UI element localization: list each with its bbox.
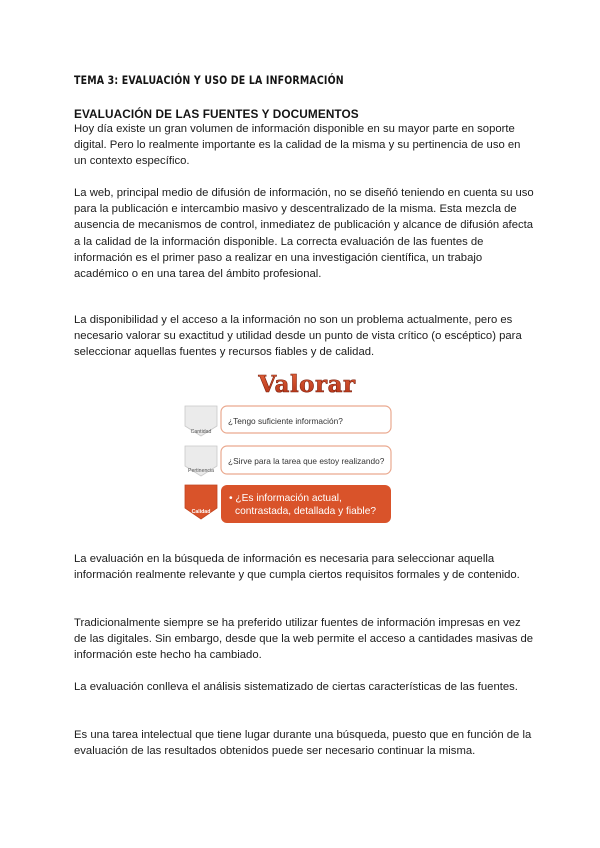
paragraph-2: La web, principal medio de difusión de información, no se diseñó teniendo en cuenta su uso para la publicación e intercambio masivo y descentralizado de la misma. Esta mezcla de ausencia de mecanismos de control, inmediatez de publicación y alcance de difusión afecta a la calidad de la información disponible. La correcta evaluación de las fuentes de información es el primer paso a realizar en una investigación científica, un trabajo académico o en una tarea del ámbito profesional. bbox=[74, 187, 534, 281]
step-3-question-line-1: • ¿Es información actual, bbox=[229, 493, 342, 504]
step-3-question-line-2: contrastada, detallada y fiable? bbox=[235, 506, 377, 517]
step-2-question: ¿Sirve para la tarea que estoy realizando? bbox=[228, 456, 385, 466]
step-1-label: Cantidad bbox=[190, 429, 212, 435]
valorar-diagram-graphic bbox=[183, 370, 413, 530]
step-2-label: Pertinencia bbox=[188, 468, 214, 474]
paragraph-6: La evaluación conlleva el análisis sistematizado de ciertas características de las fuentes. bbox=[74, 681, 518, 693]
paragraph-3: La disponibilidad y el acceso a la información no son un problema actualmente, pero es necesario valorar su exactitud y utilidad desde un punto de vista crítico (o escéptico) para seleccionar aquellas fuentes y recursos fiables y de calidad. bbox=[74, 314, 522, 359]
page-title: TEMA 3: EVALUACIÓN Y USO DE LA INFORMACIÓN bbox=[74, 73, 344, 87]
paragraph-7: Es una tarea intelectual que tiene lugar durante una búsqueda, puesto que en función de la evaluación de las resultados obtenidos puede ser necesario continuar la misma. bbox=[74, 729, 532, 758]
step-3-label: Calidad bbox=[191, 509, 211, 515]
section-heading: EVALUACIÓN DE LAS FUENTES Y DOCUMENTOS bbox=[74, 107, 359, 121]
step-1-question: ¿Tengo suficiente información? bbox=[228, 416, 343, 426]
diagram-heading: Valorar bbox=[258, 371, 356, 398]
paragraph-4: La evaluación en la búsqueda de información es necesaria para seleccionar aquella información realmente relevante y que cumpla ciertos requisitos formales y de contenido. bbox=[74, 553, 520, 582]
paragraph-1: Hoy día existe un gran volumen de información disponible en su mayor parte en soporte digital. Pero lo realmente importante es la calidad de la misma y su pertinencia de uso en un contexto específico. bbox=[74, 123, 521, 168]
step-3-box bbox=[221, 485, 391, 523]
valorar-diagram bbox=[183, 370, 413, 530]
paragraph-5: Tradicionalmente siempre se ha preferido utilizar fuentes de información impresas en vez de las digitales. Sin embargo, desde que la web permite el acceso a cantidades masivas de información este hecho ha cambiado. bbox=[74, 617, 534, 662]
